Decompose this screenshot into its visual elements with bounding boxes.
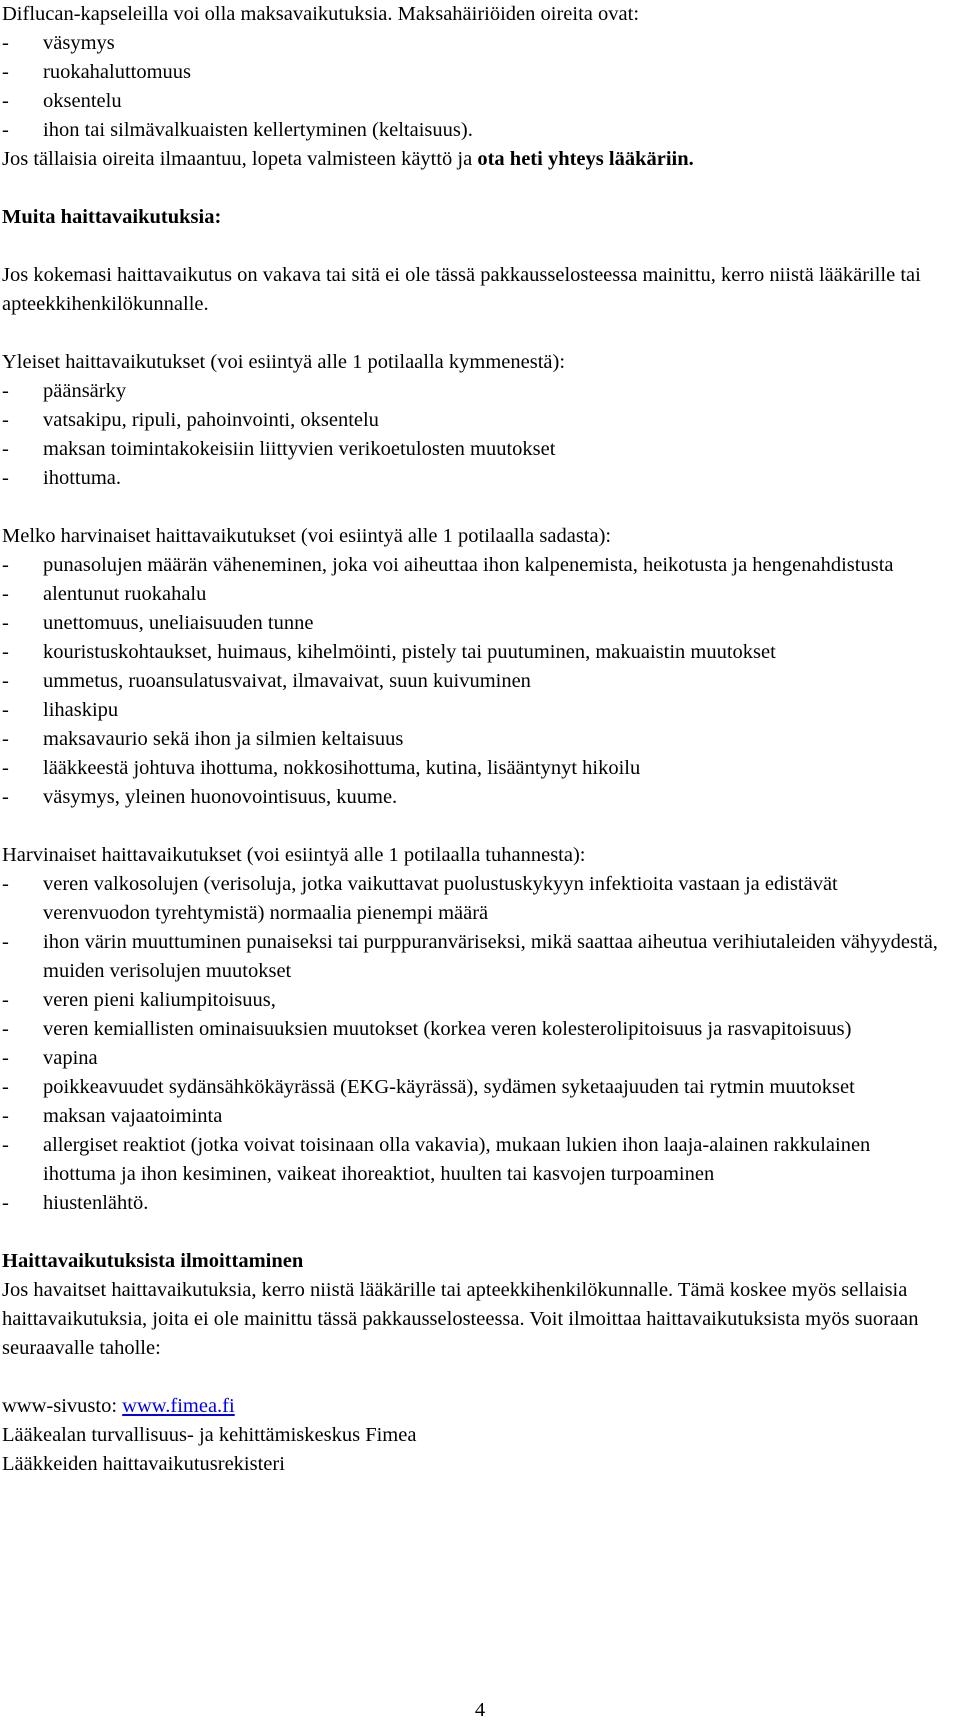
registry-name: Lääkkeiden haittavaikutusrekisteri: [2, 1453, 285, 1475]
other-effects-heading: Muita haittavaikutuksia:: [2, 206, 222, 228]
list-item: - vatsakipu, ripuli, pahoinvointi, oksentelu: [2, 406, 942, 435]
list-item: - unettomuus, uneliaisuuden tunne: [2, 609, 942, 638]
list-dash: -: [2, 757, 9, 779]
list-dash: -: [2, 61, 9, 83]
list-dash: -: [2, 641, 9, 663]
list-dash: -: [2, 873, 9, 895]
intro-text: Diflucan-kapseleilla voi olla maksavaikutuksia. Maksahäiriöiden oireita ovat:: [2, 3, 640, 25]
list-item: - lääkkeestä johtuva ihottuma, nokkosihottuma, kutina, lisääntynyt hikoilu: [2, 754, 942, 783]
list-item: - veren valkosolujen (verisoluja, jotka vaikuttavat puolustuskykyyn infektioita vastaan ja edistävät verenvuodon tyrehtymistä) normaalia pienempi määrä: [2, 870, 942, 928]
page-content: [2, 0, 942, 1479]
list-dash: -: [2, 1192, 9, 1214]
list-item: - allergiset reaktiot (jotka voivat toisinaan olla vakavia), mukaan lukien ihon laaja-alainen rakkulainen ihottuma ja ihon kesiminen, vaikeat ihoreaktiot, huulten tai kasvojen turpoaminen: [2, 1131, 942, 1189]
organization-name: Lääkealan turvallisuus- ja kehittämiskeskus Fimea: [2, 1424, 417, 1446]
reporting-text: Jos havaitset haittavaikutuksia, kerro niistä lääkärille tai apteekkihenkilökunnalle. Tämä koskee myös sellaisia haittavaikutuksia, joita ei ole mainittu tässä pakkausselosteessa. Voit ilmoittaa haittavaikutuksista myös suoraan seuraavalle taholle:: [2, 1279, 919, 1359]
list-dash: -: [2, 670, 9, 692]
warning-emphasis: ota heti yhteys lääkäriin.: [477, 148, 694, 170]
list-dash: -: [2, 409, 9, 431]
list-dash: -: [2, 1134, 9, 1156]
list-item: - punasolujen määrän väheneminen, joka voi aiheuttaa ihon kalpenemista, heikotusta ja hengenahdistusta: [2, 551, 942, 580]
list-item: - maksan toimintakokeisiin liittyvien verikoetulosten muutokset: [2, 435, 942, 464]
list-item: - poikkeavuudet sydänsähkökäyrässä (EKG-käyrässä), sydämen syketaajuuden tai rytmin muutokset: [2, 1073, 942, 1102]
list-dash: -: [2, 380, 9, 402]
list-dash: -: [2, 1105, 9, 1127]
liver-symptom-list: [2, 29, 942, 145]
list-dash: -: [2, 554, 9, 576]
list-item: - maksavaurio sekä ihon ja silmien keltaisuus: [2, 725, 942, 754]
list-item: - väsymys: [2, 29, 942, 58]
list-dash: -: [2, 931, 9, 953]
rare-effects-title: Harvinaiset haittavaikutukset (voi esiintyä alle 1 potilaalla tuhannesta):: [2, 844, 586, 866]
list-dash: -: [2, 119, 9, 141]
fimea-website-link[interactable]: www.fimea.fi: [122, 1395, 235, 1417]
reporting-heading: Haittavaikutuksista ilmoittaminen: [2, 1250, 304, 1272]
list-item: - lihaskipu: [2, 696, 942, 725]
common-effects-title: Yleiset haittavaikutukset (voi esiintyä alle 1 potilaalla kymmenestä):: [2, 351, 566, 373]
list-dash: -: [2, 728, 9, 750]
list-item: - väsymys, yleinen huonovointisuus, kuume.: [2, 783, 942, 812]
list-dash: -: [2, 32, 9, 54]
page-number: 4: [474, 1699, 486, 1721]
list-item: - oksentelu: [2, 87, 942, 116]
website-line: [2, 1392, 942, 1421]
list-item: - veren pieni kaliumpitoisuus,: [2, 986, 942, 1015]
list-dash: -: [2, 786, 9, 808]
rare-effects-list: [2, 870, 942, 1218]
list-item: - ummetus, ruoansulatusvaivat, ilmavaivat, suun kuivuminen: [2, 667, 942, 696]
list-item: - ihon värin muuttuminen punaiseksi tai purppuranväriseksi, mikä saattaa aiheutua verihiutaleiden vähyydestä, muiden verisolujen muutokset: [2, 928, 942, 986]
list-item: - ihon tai silmävalkuaisten kellertyminen (keltaisuus).: [2, 116, 942, 145]
uncommon-effects-list: [2, 551, 942, 812]
list-item: - ihottuma.: [2, 464, 942, 493]
list-dash: -: [2, 438, 9, 460]
list-dash: -: [2, 699, 9, 721]
uncommon-effects-title: Melko harvinaiset haittavaikutukset (voi esiintyä alle 1 potilaalla sadasta):: [2, 525, 612, 547]
list-item: - maksan vajaatoiminta: [2, 1102, 942, 1131]
list-dash: -: [2, 1047, 9, 1069]
common-effects-list: [2, 377, 942, 493]
list-item: - hiustenlähtö.: [2, 1189, 942, 1218]
list-dash: -: [2, 1018, 9, 1040]
list-dash: -: [2, 612, 9, 634]
list-dash: -: [2, 989, 9, 1011]
list-dash: -: [2, 90, 9, 112]
list-item: - alentunut ruokahalu: [2, 580, 942, 609]
warning-text: Jos tällaisia oireita ilmaantuu, lopeta valmisteen käyttö ja ota heti yhteys lääkäriin.: [2, 148, 694, 170]
list-dash: -: [2, 467, 9, 489]
list-item: - ruokahaluttomuus: [2, 58, 942, 87]
list-item: - päänsärky: [2, 377, 942, 406]
other-effects-text: Jos kokemasi haittavaikutus on vakava tai sitä ei ole tässä pakkausselosteessa mainittu, kerro niistä lääkärille tai apteekkihenkilökunnalle.: [2, 264, 921, 315]
list-item: - veren kemiallisten ominaisuuksien muutokset (korkea veren kolesterolipitoisuus ja rasvapitoisuus): [2, 1015, 942, 1044]
list-dash: -: [2, 1076, 9, 1098]
list-item: - vapina: [2, 1044, 942, 1073]
list-dash: -: [2, 583, 9, 605]
website-label: www-sivusto:: [2, 1395, 123, 1417]
list-item: - kouristuskohtaukset, huimaus, kihelmöinti, pistely tai puutuminen, makuaistin muutokset: [2, 638, 942, 667]
